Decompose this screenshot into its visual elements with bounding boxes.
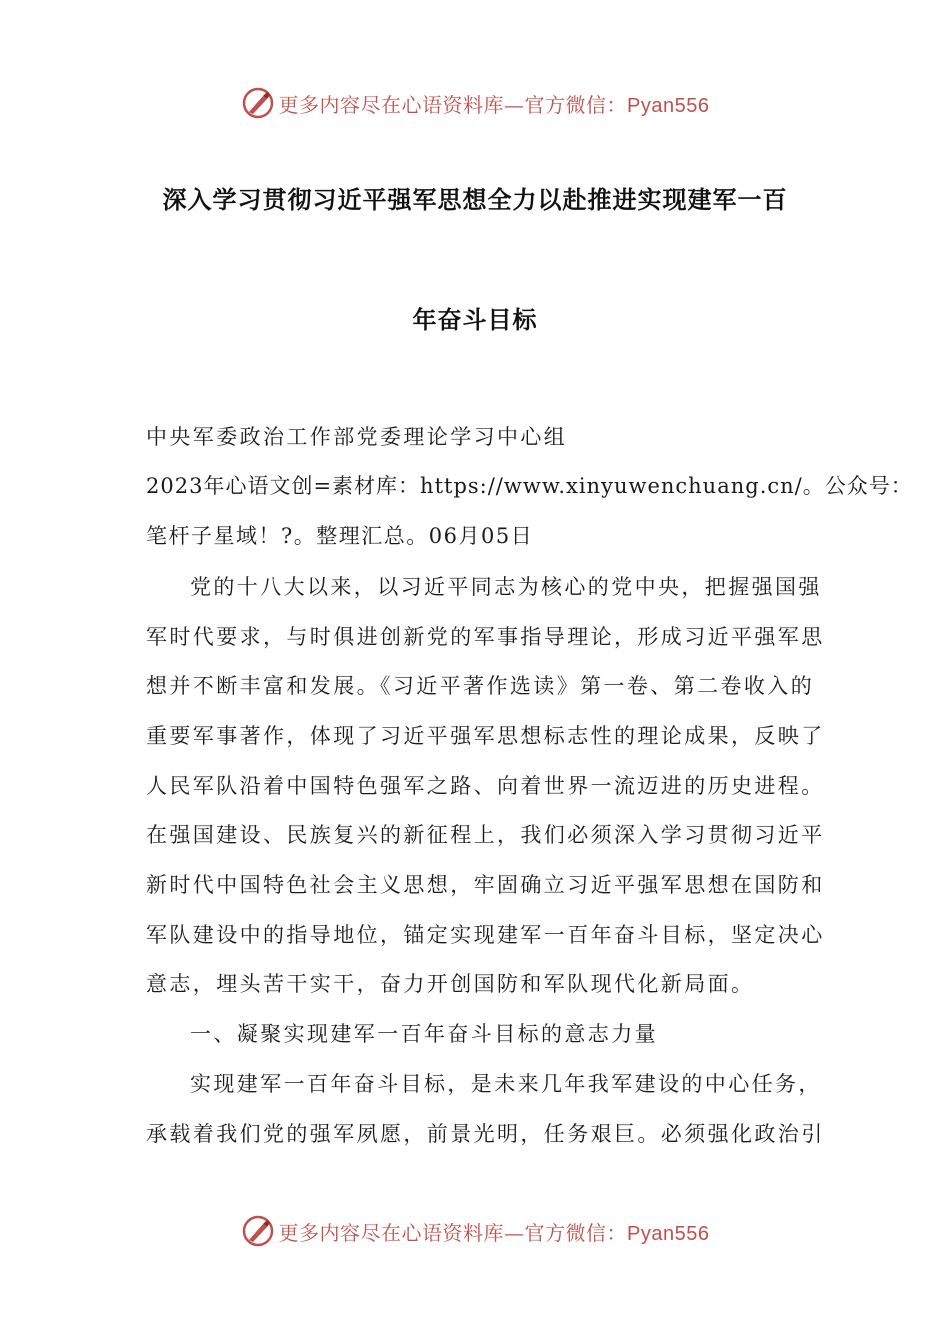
paragraph-line: 承载着我们党的强军夙愿，前景光明，任务艰巨。必须强化政治引 <box>146 1122 825 1146</box>
paragraph-line: 在强国建设、民族复兴的新征程上，我们必须深入学习贯彻习近平 <box>146 823 825 847</box>
author-line: 中央军委政治工作部党委理论学习中心组 <box>146 425 568 449</box>
footer-banner <box>0 1211 950 1251</box>
source-line-2: 笔杆子星域！?。整理汇总。06月05日 <box>146 524 534 548</box>
section-heading: 一、凝聚实现建军一百年奋斗目标的意志力量 <box>190 1022 658 1046</box>
paragraph-line: 党的十八大以来，以习近平同志为核心的党中央，把握强国强 <box>190 575 822 599</box>
document-title-line1: 深入学习贯彻习近平强军思想全力以赴推进实现建军一百 <box>162 186 788 214</box>
banner-contact: 官方微信：Pyan556 <box>524 1222 710 1245</box>
paragraph-line: 重要军事著作，体现了习近平强军思想标志性的理论成果，反映了 <box>146 724 825 748</box>
banner-contact: 官方微信：Pyan556 <box>524 94 710 117</box>
paragraph-line: 实现建军一百年奋斗目标，是未来几年我军建设的中心任务， <box>190 1072 822 1096</box>
paragraph-line: 意志，埋头苦干实干，奋力开创国防和军队现代化新局面。 <box>146 972 755 996</box>
header-banner <box>0 83 950 123</box>
paragraph-line: 人民军队沿着中国特色强军之路、向着世界一流迈进的历史进程。 <box>146 774 825 798</box>
paragraph-line: 军时代要求，与时俱进创新党的军事指导理论，形成习近平强军思 <box>146 625 825 649</box>
banner-text: 更多内容尽在心语资料库— <box>278 92 525 117</box>
paragraph-line: 想并不断丰富和发展。《习近平著作选读》第一卷、第二卷收入的 <box>146 674 815 698</box>
banner-text: 更多内容尽在心语资料库— <box>278 1220 525 1245</box>
paragraph-line: 军队建设中的指导地位，锚定实现建军一百年奋斗目标，坚定决心 <box>146 923 825 947</box>
document-title-line2: 年奋斗目标 <box>412 306 538 334</box>
pen-logo-icon <box>241 1214 275 1248</box>
paragraph-line: 新时代中国特色社会主义思想，牢固确立习近平强军思想在国防和 <box>146 873 825 897</box>
pen-logo-icon <box>241 86 275 120</box>
source-line-1: 2023年心语文创=素材库：https://www.xinyuwenchuang.cn/。公众号： <box>146 474 913 498</box>
